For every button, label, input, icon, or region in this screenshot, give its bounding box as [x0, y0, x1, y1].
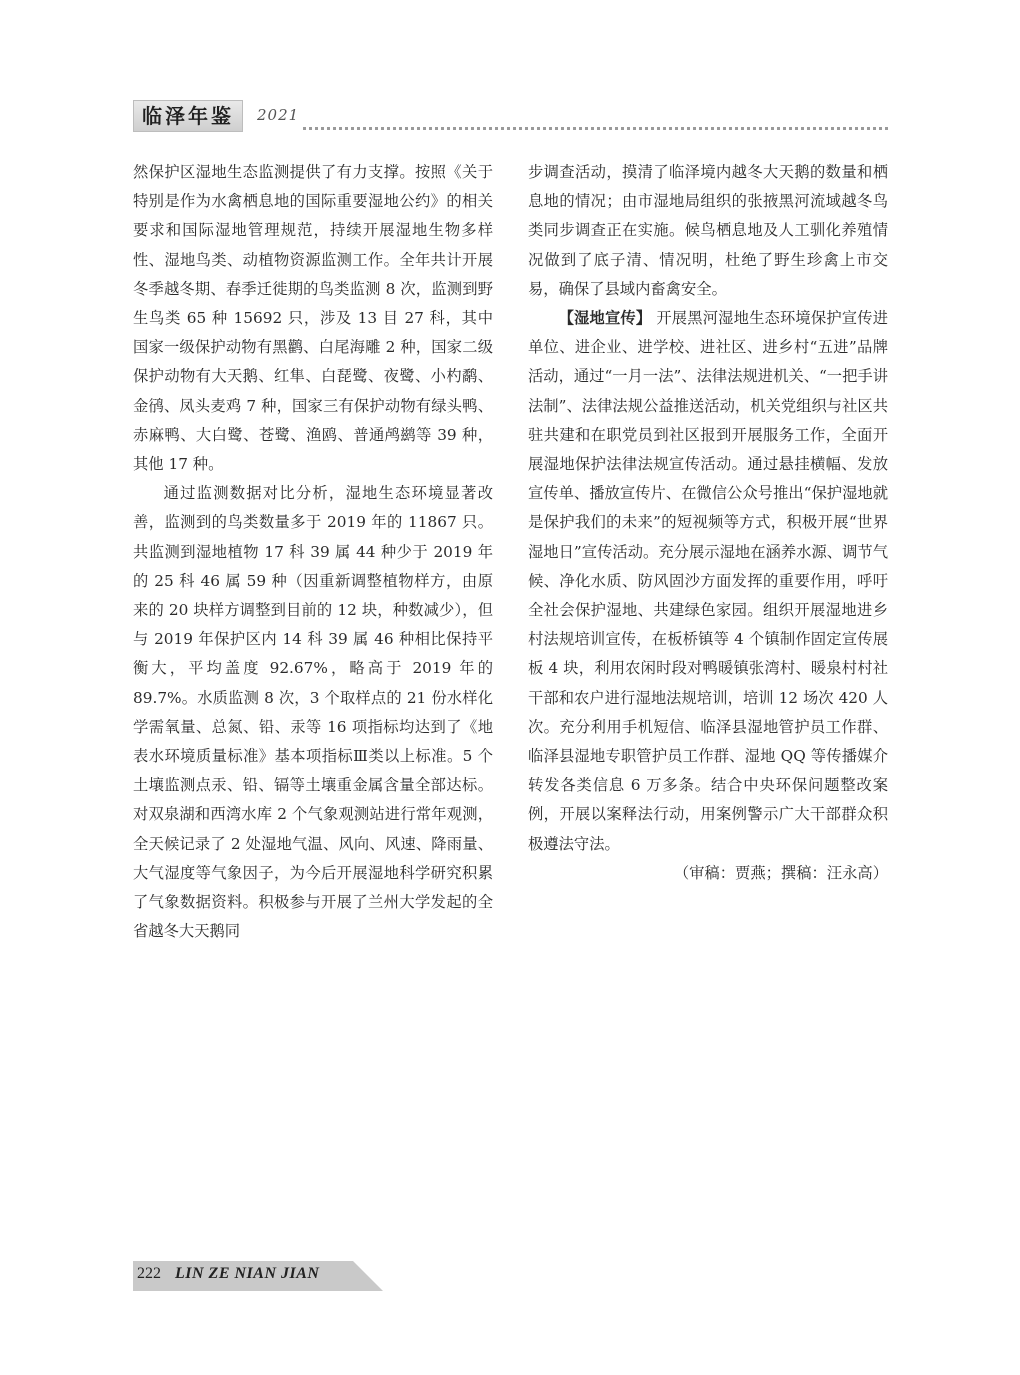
page-number: 222: [137, 1265, 161, 1282]
paragraph-text: 开展黑河湿地生态环境保护宣传进单位、进企业、进学校、进社区、进乡村“五进”品牌活动，通过“一月一法”、法律法规进机关、“一把手讲法制”、法律法规公益推送活动，机关党组织与社区共驻共建和在职党员到社区报到开展服务工作，全面开展湿地保护法律法规宣传活动。通过悬挂横幅、发放宣传单、播放宣传片、在微信公众号推出“保护湿地就是保护我们的未来”的短视频等方式，积极开展“世界湿地日”宣传活动。充分展示湿地在涵养水源、调节气候、净化水质、防风固沙方面发挥的重要作用，呼吁全社会保护湿地、共建绿色家园。组织开展湿地进乡村法规培训宣传，在板桥镇等 4 个镇制作固定宣传展板 4 块，利用农闲时段对鸭暖镇张湾村、暖泉村村社干部和农户进行湿地法规培训，培训 12 场次 420 人次。充分利用手机短信、临泽县湿地管护员工作群、临泽县湿地专职管护员工作群、湿地 QQ 等传播媒介转发各类信息 6 万多条。结合中央环保问题整改案例，开展以案释法行动，用案例警示广大干部群众积极遵法守法。: [528, 309, 888, 853]
right-column: [528, 158, 888, 888]
section-heading: 【湿地宣传】: [558, 309, 652, 328]
page-header: [133, 100, 888, 134]
paragraph: 然保护区湿地生态监测提供了有力支撑。按照《关于特别是作为水禽栖息地的国际重要湿地公约》的相关要求和国际湿地管理规范，持续开展湿地生物多样性、湿地鸟类、动植物资源监测工作。全年共计开展冬季越冬期、春季迁徙期的鸟类监测 8 次，监测到野生鸟类 65 种 15692 只，涉及 13 目 27 科，其中国家一级保护动物有黑鹳、白尾海雕 2 种，国家二级保护动物有大天鹅、红隼、白琵鹭、夜鹭、小杓鹬、金鸻、凤头麦鸡 7 种，国家三有保护动物有绿头鸭、赤麻鸭、大白鹭、苍鹭、渔鸥、普通鸬鹚等 39 种，其他 17 种。: [133, 163, 493, 474]
paragraph: 步调查活动，摸清了临泽境内越冬大天鹅的数量和栖息地的情况；由市湿地局组织的张掖黑河流域越冬鸟类同步调查正在实施。候鸟栖息地及人工驯化养殖情况做到了底子清、情况明，杜绝了野生珍禽上市交易，确保了县域内畜禽安全。: [528, 163, 888, 298]
footer-title: LIN ZE NIAN JIAN: [175, 1265, 320, 1282]
editor-signature: （审稿：贾燕；撰稿：汪永高）: [673, 863, 888, 882]
header-divider: [303, 127, 888, 130]
yearbook-logo: 临泽年鉴: [133, 100, 243, 132]
paragraph: [528, 304, 888, 859]
header-year: 2021: [257, 106, 300, 124]
left-column: [133, 158, 493, 946]
paragraph: 通过监测数据对比分析，湿地生态环境显著改善，监测到的鸟类数量多于 2019 年的 11867 只。共监测到湿地植物 17 科 39 属 44 种少于 2019 年的 25 科 46 属 59 种（因重新调整植物样方，由原来的 20 块样方调整到目前的 12 块，种数减少），但与 2019 年保护区内 14 科 39 属 46 种相比保持平衡大，平均盖度 92.67%，略高于 2019 年的 89.7%。水质监测 8 次，3 个取样点的 21 份水样化学需氧量、总氮、铅、汞等 16 项指标均达到了《地表水环境质量标准》基本项指标Ⅲ类以上标准。5 个土壤监测点汞、铅、镉等土壤重金属含量全部达标。对双泉湖和西湾水库 2 个气象观测站进行常年观测，全天候记录了 2 处湿地气温、风向、风速、降雨量、大气湿度等气象因子，为今后开展湿地科学研究积累了气象数据资料。积极参与开展了兰州大学发起的全省越冬大天鹅同: [133, 484, 493, 941]
page-footer: [133, 1261, 393, 1291]
